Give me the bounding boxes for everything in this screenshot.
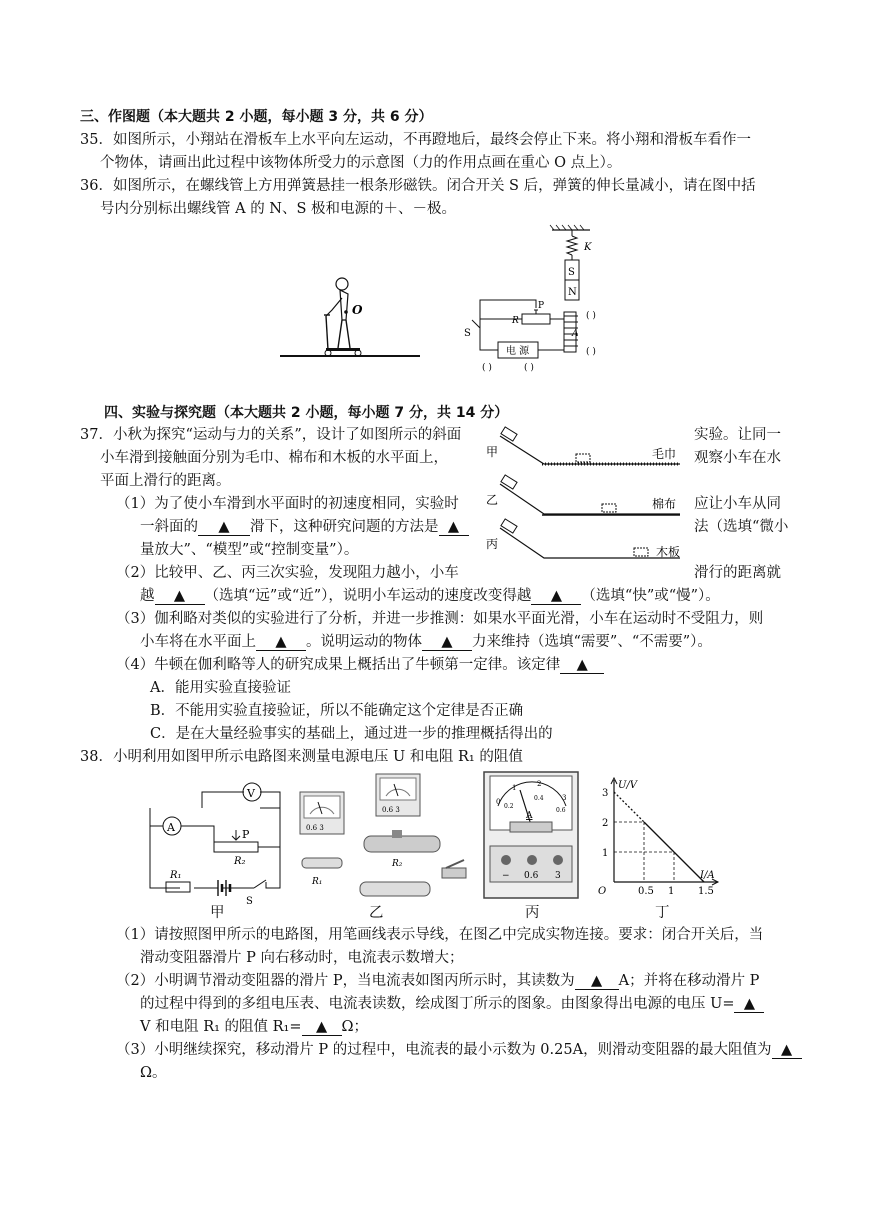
answer-blank[interactable]: ▲ — [198, 520, 250, 536]
q37-1-line3: 量放大”、“模型”或“控制变量”）。 — [140, 542, 359, 558]
q37-1-line1a: （1）为了使小车滑到水平面时的初速度相同，实验时 — [116, 496, 459, 512]
answer-blank[interactable]: ▲ — [531, 589, 581, 605]
svg-text:0: 0 — [496, 798, 501, 806]
incline-towel — [486, 427, 680, 464]
caption-jia: 甲 — [210, 905, 225, 921]
svg-text:A: A — [167, 821, 175, 834]
solenoid-figure — [460, 224, 620, 374]
svg-text:1: 1 — [512, 784, 517, 792]
q37-line2a: 小车滑到接触面分别为毛巾、棉布和木板的水平面上， — [100, 450, 448, 466]
svg-text:R₁: R₁ — [312, 877, 323, 887]
q37-line1a: 37．小秋为探究“运动与力的关系”，设计了如图所示的斜面 — [80, 427, 462, 443]
q37-1-line2: 一斜面的 ▲ 滑下，这种研究问题的方法是 ▲ — [140, 520, 469, 536]
circuit-diagram-jia — [142, 778, 298, 906]
q37-1-line2b: 法（选填“微小 — [694, 519, 789, 535]
answer-blank[interactable]: ▲ — [575, 974, 619, 990]
tick-y-1: 1 — [602, 848, 609, 859]
tick-y-2: 2 — [602, 818, 609, 829]
svg-text:V: V — [247, 787, 255, 800]
q38-line: 38．小明利用如图甲所示电路图来测量电源电压 U 和电阻 R₁ 的阻值 — [80, 749, 523, 765]
q37-line2b: 观察小车在水 — [694, 450, 781, 466]
svg-text:( ): ( ) — [482, 363, 492, 373]
graph-y-label: U/V — [618, 780, 638, 791]
q38-3-line1: （3）小明继续探究，移动滑片 P 的过程中，电流表的最小示数为 0.25A，则滑动变阻器的最大阻值为 ▲ — [116, 1043, 802, 1059]
caption-ding: 丁 — [655, 905, 670, 921]
center-of-gravity-label: O — [352, 303, 363, 317]
ammeter-bing — [482, 770, 580, 900]
tick-x-1: 1 — [668, 886, 675, 897]
svg-text:R₂: R₂ — [392, 859, 403, 869]
svg-text:乙: 乙 — [486, 493, 499, 507]
answer-blank[interactable]: ▲ — [256, 635, 306, 651]
q37-2-line1b: 滑行的距离就 — [694, 565, 781, 581]
svg-text:R₁: R₁ — [170, 870, 182, 881]
q36-line2: 号内分别标出螺线管 A 的 N、S 极和电源的＋、－极。 — [100, 201, 457, 217]
svg-text:3: 3 — [562, 794, 567, 802]
q38-1-line2: 滑动变阻器滑片 P 向右移动时，电流表示数增大； — [140, 950, 464, 966]
graph-line-segment — [644, 822, 674, 852]
svg-text:0.6: 0.6 — [524, 871, 539, 881]
svg-text:0.6 3: 0.6 3 — [306, 824, 324, 832]
answer-blank[interactable]: ▲ — [560, 658, 604, 674]
q38-3-line2: Ω。 — [140, 1065, 167, 1081]
svg-text:0.6 3: 0.6 3 — [382, 806, 400, 814]
physical-circuit-yi — [296, 772, 472, 904]
caption-yi: 乙 — [369, 905, 384, 921]
ui-graph-ding — [596, 774, 726, 898]
q37-3-line2: 小车将在水平面上 ▲ 。说明运动的物体 ▲ 力来维持（选填“需要”、“不需要”）。 — [140, 633, 712, 650]
svg-text:( ): ( ) — [586, 311, 596, 321]
svg-text:−: − — [502, 871, 510, 881]
incline-cotton — [486, 475, 680, 515]
svg-text:( ): ( ) — [586, 347, 596, 357]
skateboard-figure — [280, 268, 420, 364]
answer-blank[interactable]: ▲ — [734, 997, 764, 1013]
tick-y-3: 3 — [602, 788, 609, 799]
tick-x-0.5: 0.5 — [638, 886, 654, 897]
answer-blank[interactable]: ▲ — [155, 589, 205, 605]
q37-line3: 平面上滑行的距离。 — [100, 473, 231, 489]
svg-text:( ): ( ) — [524, 363, 534, 373]
q37-2-line2: 越 ▲ （选填“远”或“近”），说明小车运动的速度改变得越 ▲ （选填“快”或“慢”）。 — [140, 587, 720, 604]
answer-blank[interactable]: ▲ — [772, 1043, 802, 1059]
q38-2-line3: V 和电阻 R₁ 的阻值 R₁= ▲ Ω； — [140, 1018, 369, 1035]
q38-1-line1: （1）请按照图甲所示的电路图，用笔画线表示导线，在图乙中完成实物连接。要求：闭合开关后，当 — [116, 927, 764, 943]
svg-text:0.6: 0.6 — [556, 807, 566, 814]
q38-2-line1: （2）小明调节滑动变阻器的滑片 P，当电流表如图丙所示时，其读数为 ▲ A；并将在移动滑片 P — [116, 972, 760, 989]
svg-text:棉布: 棉布 — [652, 497, 677, 511]
svg-text:丙: 丙 — [486, 537, 499, 551]
svg-text:2: 2 — [537, 780, 542, 788]
option-c[interactable]: C．是在大量经验事实的基础上，通过进一步的推理概括得出的 — [150, 726, 553, 742]
svg-text:K: K — [584, 242, 592, 253]
svg-text:R₂: R₂ — [234, 856, 246, 867]
svg-text:木板: 木板 — [656, 545, 681, 559]
graph-x-label: I/A — [700, 870, 715, 881]
svg-text:N: N — [568, 287, 577, 298]
q37-4-line: （4）牛顿在伽利略等人的研究成果上概括出了牛顿第一定律。该定律 ▲ — [116, 658, 604, 674]
q36-line1: 36．如图所示，在螺线管上方用弹簧悬挂一根条形磁铁。闭合开关 S 后，弹簧的伸长量减小，请在图中括 — [80, 178, 756, 194]
svg-text:P: P — [538, 301, 545, 311]
svg-text:0.4: 0.4 — [534, 795, 544, 802]
svg-text:3: 3 — [555, 871, 561, 881]
svg-text:A: A — [572, 329, 579, 339]
q35-line1: 35．如图所示，小翔站在滑板车上水平向左运动，不再蹬地后，最终会停止下来。将小翔和滑板车看作一 — [80, 132, 751, 148]
option-a[interactable]: A．能用实验直接验证 — [150, 680, 291, 696]
svg-text:A: A — [526, 811, 533, 821]
graph-line-segment — [674, 852, 704, 882]
section3-title: 三、作图题（本大题共 2 小题，每小题 3 分，共 6 分） — [80, 109, 433, 125]
graph-line-segment — [614, 792, 644, 822]
incline-wood — [486, 519, 680, 559]
svg-text:甲: 甲 — [486, 445, 499, 459]
graph-origin: O — [598, 886, 607, 897]
q35-line2: 个物体，请画出此过程中该物体所受力的示意图（力的作用点画在重心 O 点上）。 — [100, 155, 622, 171]
q37-2-line1a: （2）比较甲、乙、丙三次实验，发现阻力越小，小车 — [116, 565, 459, 581]
q37-line1b: 实验。让同一 — [694, 427, 781, 443]
svg-text:电 源: 电 源 — [506, 346, 530, 357]
option-b[interactable]: B．不能用实验直接验证，所以不能确定这个定律是否正确 — [150, 703, 524, 719]
caption-bing: 丙 — [525, 905, 540, 921]
section4-title: 四、实验与探究题（本大题共 2 小题，每小题 7 分，共 14 分） — [104, 405, 509, 421]
q37-3-line1: （3）伽利略对类似的实验进行了分析，并进一步推测：如果水平面光滑，小车在运动时不受阻力，则 — [116, 611, 764, 627]
q37-1-line1b: 应让小车从同 — [694, 496, 781, 512]
incline-experiment-figure — [484, 424, 690, 574]
q38-2-line2: 的过程中得到的多组电压表、电流表读数，绘成图丁所示的图象。由图象得出电源的电压 U= ▲ — [140, 997, 764, 1013]
svg-text:S: S — [464, 328, 471, 339]
answer-blank[interactable]: ▲ — [439, 520, 469, 536]
svg-text:P: P — [242, 828, 250, 841]
tick-x-1.5: 1.5 — [698, 886, 714, 897]
svg-text:S: S — [246, 896, 253, 906]
answer-blank[interactable]: ▲ — [422, 635, 472, 651]
svg-text:R: R — [512, 316, 519, 326]
answer-blank[interactable]: ▲ — [302, 1020, 342, 1036]
svg-text:0.2: 0.2 — [504, 803, 514, 810]
svg-text:毛巾: 毛巾 — [652, 447, 677, 461]
svg-text:S: S — [568, 267, 575, 278]
